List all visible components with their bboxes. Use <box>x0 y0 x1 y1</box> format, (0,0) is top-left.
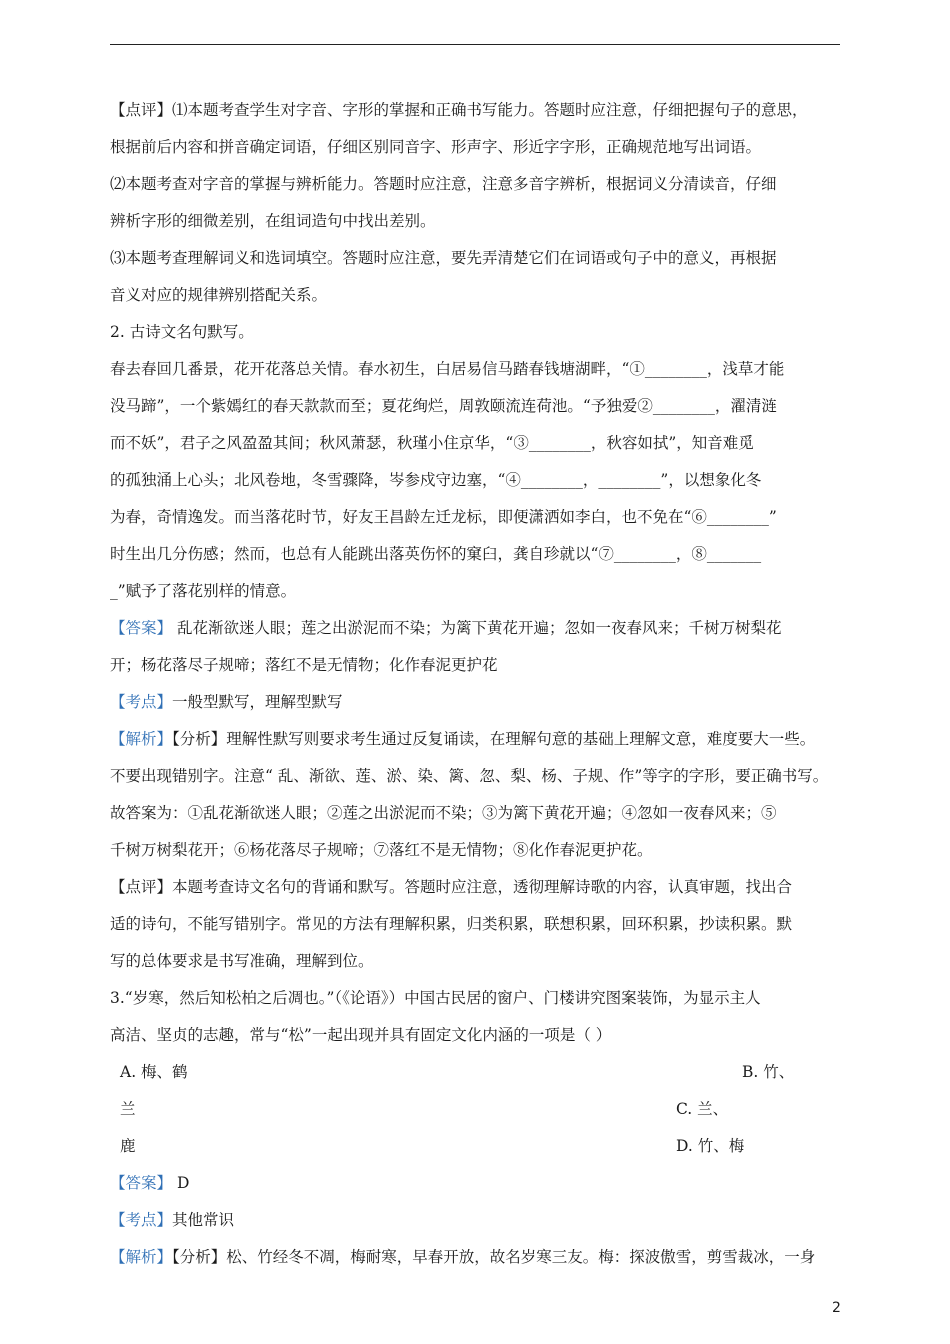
kaodian-tag: 【考点】 <box>110 1211 173 1229</box>
option-row-2 <box>110 1091 842 1128</box>
option-b-continued: 兰 <box>120 1100 136 1118</box>
comment-tag: 【点评】 <box>110 878 173 896</box>
page-number: 2 <box>832 1300 841 1316</box>
answer-tag: 【答案】 <box>110 619 173 637</box>
text-line: 不要出现错别字。注意“ 乱、渐欲、莲、淤、染、篱、忽、梨、杨、子规、作”等字的字形，要正确书写。 <box>110 767 829 785</box>
text-line: 写的总体要求是书写准确，理解到位。 <box>110 952 374 970</box>
question-2-body-line: 为春，奇情逸发。而当落花时节，好友王昌龄左迁龙标，即便潇洒如李白，也不免在“⑥________” <box>110 508 777 526</box>
option-row-3 <box>110 1128 842 1165</box>
text-line: 根据前后内容和拼音确定词语，仔细区别同音字、形声字、形近字字形，正确规范地写出词语。 <box>110 138 762 156</box>
kaodian-tag: 【考点】 <box>110 693 173 711</box>
option-b: B. 竹、 <box>742 1063 795 1081</box>
text-line: 适的诗句，不能写错别字。常见的方法有理解积累，归类积累，联想积累，回环积累，抄读积累。默 <box>110 915 793 933</box>
question-2-body-line: 春去春回几番景，花开花落总关情。春水初生，白居易信马踏春钱塘湖畔，“①________，浅草才能 <box>110 360 785 378</box>
text-line: 辨析字形的细微差别，在组词造句中找出差别。 <box>110 212 436 230</box>
question-2-answer <box>110 610 842 647</box>
answer-tag: 【答案】 <box>110 1174 173 1192</box>
question-2-dianping <box>110 869 842 906</box>
comment-text: 本题考查诗文名句的背诵和默写。答题时应注意，透彻理解诗歌的内容，认真审题，找出合 <box>172 878 793 896</box>
text-line: 高洁、坚贞的志趣，常与“松”一起出现并具有固定文化内涵的一项是（ ） <box>110 1026 612 1044</box>
option-a: A. 梅、鹤 <box>120 1063 188 1081</box>
question-3-stem: 3.“岁寒，然后知松柏之后凋也。”（《论语》）中国古民居的窗户、门楼讲究图案装饰，为显示主人 <box>110 989 761 1007</box>
option-c-continued: 鹿 <box>120 1137 136 1155</box>
text-line: 开；杨花落尽子规啼；落红不是无情物；化作春泥更护花 <box>110 656 498 674</box>
jiexi-text: 【分析】理解性默写则要求考生通过反复诵读，在理解句意的基础上理解文意，难度要大一些。 <box>172 730 816 748</box>
text-line: 故答案为：①乱花渐欲迷人眼；②莲之出淤泥而不染；③为篱下黄花开遍；④忽如一夜春风来；⑤ <box>110 804 777 822</box>
comment-text: ⑴本题考查学生对字音、字形的掌握和正确书写能力。答题时应注意，仔细把握句子的意思， <box>172 101 808 119</box>
option-row-1 <box>110 1054 842 1091</box>
question-3-kaodian <box>110 1202 842 1239</box>
option-d: D. 竹、梅 <box>676 1137 745 1155</box>
question-2-jiexi <box>110 721 842 758</box>
jiexi-tag: 【解析】 <box>110 730 173 748</box>
document-body <box>110 92 842 1276</box>
comment-paragraph-1 <box>110 92 842 129</box>
jiexi-tag: 【解析】 <box>110 1248 173 1266</box>
kaodian-text: 其他常识 <box>172 1211 235 1229</box>
question-2-body-line: 没马蹄”，一个紫嫣红的春天款款而至；夏花绚烂，周敦颐流连荷池。“予独爱②________，濯清涟 <box>110 397 777 415</box>
question-2-body-line: 的孤独涌上心头；北风卷地，冬雪骤降，岑参戍守边塞，“④________，________”，以想象化冬 <box>110 471 762 489</box>
question-3-answer <box>110 1165 842 1202</box>
header-rule <box>110 44 840 45</box>
question-2-body-line: 时生出几分伤感；然而，也总有人能跳出落英伤怀的窠臼，龚自珍就以“⑦________，⑧_______ <box>110 545 762 563</box>
text-line: 千树万树梨花开；⑥杨花落尽子规啼；⑦落红不是无情物；⑧化作春泥更护花。 <box>110 841 653 859</box>
question-2-body-line: 而不妖”，君子之风盈盈其间；秋风萧瑟，秋瑾小住京华，“③________，秋容如拭”，知音难觅 <box>110 434 754 452</box>
question-2-heading: 2. 古诗文名句默写。 <box>110 323 254 341</box>
text-line: 音义对应的规律辨别搭配关系。 <box>110 286 328 304</box>
question-2-body-line: _”赋予了落花别样的情意。 <box>110 582 297 600</box>
comment-tag: 【点评】 <box>110 101 173 119</box>
option-c: C. 兰、 <box>676 1100 729 1118</box>
text-line: ⑵本题考查对字音的掌握与辨析能力。答题时应注意，注意多音字辨析，根据词义分清读音，仔细 <box>110 175 777 193</box>
answer-text: D <box>172 1174 190 1192</box>
text-line: ⑶本题考查理解词义和选词填空。答题时应注意，要先弄清楚它们在词语或句子中的意义，再根据 <box>110 249 777 267</box>
answer-text: 乱花渐欲迷人眼；莲之出淤泥而不染；为篱下黄花开遍；忽如一夜春风来；千树万树梨花 <box>172 619 782 637</box>
jiexi-text: 【分析】松、竹经冬不凋，梅耐寒，早春开放，故名岁寒三友。梅：探波傲雪，剪雪裁冰，一身 <box>172 1248 816 1266</box>
kaodian-text: 一般型默写，理解型默写 <box>172 693 343 711</box>
question-3-jiexi <box>110 1239 842 1276</box>
question-2-kaodian <box>110 684 842 721</box>
